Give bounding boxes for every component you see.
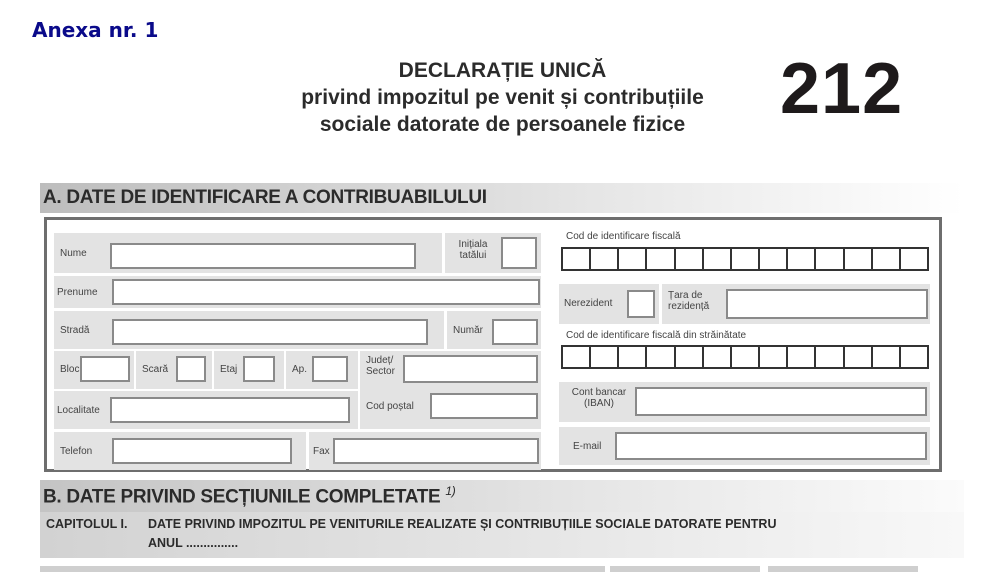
label-cod-postal: Cod poștal [366, 401, 414, 412]
label-tara-1: Țara de [668, 290, 703, 301]
judet-sector-input[interactable] [403, 355, 538, 383]
label-numar: Număr [453, 325, 484, 336]
footnote-marker: 1) [445, 484, 456, 498]
telefon-input[interactable] [112, 438, 292, 464]
iban-input[interactable] [635, 387, 927, 416]
scara-input[interactable] [176, 356, 206, 382]
label-cif: Cod de identificare fiscală [566, 231, 681, 242]
initiala-tatalui-input[interactable] [501, 237, 537, 269]
prenume-input[interactable] [112, 279, 540, 305]
label-tara-2: rezidență [668, 301, 710, 312]
title-line-2: privind impozitul pe venit și contribuțiile [301, 86, 704, 109]
row-fax [309, 432, 541, 470]
table-top-divider [40, 566, 605, 572]
label-fax: Fax [313, 446, 330, 457]
label-initiala-1: Inițiala [458, 239, 488, 250]
form-number: 212 [780, 49, 904, 129]
row-scara [136, 351, 212, 389]
email-input[interactable] [615, 432, 927, 460]
etaj-input[interactable] [243, 356, 275, 382]
label-cont-1: Cont bancar [571, 387, 627, 398]
label-localitate: Localitate [57, 405, 100, 416]
form-title [250, 58, 755, 138]
title-line-3: sociale datorate de persoanele fizice [319, 113, 686, 136]
label-initiala-2: tatălui [459, 250, 487, 261]
label-scara: Scară [142, 364, 169, 375]
section-a-header [40, 183, 964, 213]
chapter-header [40, 512, 964, 558]
label-bloc: Bloc [60, 364, 80, 375]
row-strada [54, 311, 444, 349]
chapter-text: DATE PRIVIND IMPOZITUL PE VENITURILE REALIZATE ȘI CONTRIBUȚIILE SOCIALE DATORATE PENTRU [148, 517, 777, 531]
label-prenume: Prenume [57, 287, 98, 298]
title-line-1: DECLARAȚIE UNICĂ [398, 59, 607, 82]
chapter-year: ANUL ............... [148, 536, 239, 550]
row-ap [286, 351, 358, 389]
label-nume: Nume [60, 248, 87, 259]
label-strada: Stradă [60, 325, 90, 336]
fax-input[interactable] [333, 438, 539, 464]
cif-strainatate-cells[interactable] [561, 345, 929, 369]
label-initiala [449, 239, 497, 261]
row-nerezident [559, 284, 659, 324]
table-top-divider-3 [768, 566, 918, 572]
identification-box [44, 217, 942, 472]
nume-input[interactable] [110, 243, 416, 269]
table-top-divider-2 [610, 566, 760, 572]
row-nume [54, 233, 442, 273]
row-numar [447, 311, 541, 349]
label-cont-bancar [567, 387, 631, 409]
label-cif-strainatate: Cod de identificare fiscală din străinătate [566, 330, 747, 341]
row-judet-codpostal [360, 351, 541, 429]
bloc-input[interactable] [80, 356, 130, 382]
label-judet-1: Județ/ [366, 355, 394, 366]
row-cont-bancar [559, 382, 930, 422]
ap-input[interactable] [312, 356, 348, 382]
section-b-title [43, 484, 455, 508]
label-telefon: Telefon [60, 446, 93, 457]
label-ap: Ap. [292, 364, 308, 375]
row-initiala [445, 233, 541, 273]
label-tara [668, 290, 709, 312]
section-b-header [40, 480, 964, 512]
label-cont-2: (IBAN) [584, 398, 614, 409]
section-a-title: A. DATE DE IDENTIFICARE A CONTRIBUABILULUI [43, 187, 487, 208]
label-judet [366, 355, 395, 377]
cif-cells[interactable] [561, 247, 929, 271]
chapter-label: CAPITOLUL I. [46, 517, 128, 531]
row-etaj [214, 351, 284, 389]
row-tara-rezidenta [662, 284, 930, 324]
row-bloc [54, 351, 134, 389]
tara-rezidenta-input[interactable] [726, 289, 928, 319]
nerezident-checkbox[interactable] [627, 290, 655, 318]
label-judet-2: Sector [366, 366, 395, 377]
label-email: E-mail [573, 441, 602, 452]
strada-input[interactable] [112, 319, 428, 345]
row-telefon [54, 432, 306, 470]
section-b-title-text: B. DATE PRIVIND SECȚIUNILE COMPLETATE [43, 486, 441, 508]
cod-postal-input[interactable] [430, 393, 538, 419]
annex-label: Anexa nr. 1 [32, 18, 159, 42]
label-nerezident: Nerezident [564, 298, 613, 309]
row-localitate [54, 391, 358, 429]
numar-input[interactable] [492, 319, 538, 345]
localitate-input[interactable] [110, 397, 350, 423]
row-email [559, 427, 930, 465]
label-etaj: Etaj [220, 364, 238, 375]
row-prenume [54, 276, 541, 308]
